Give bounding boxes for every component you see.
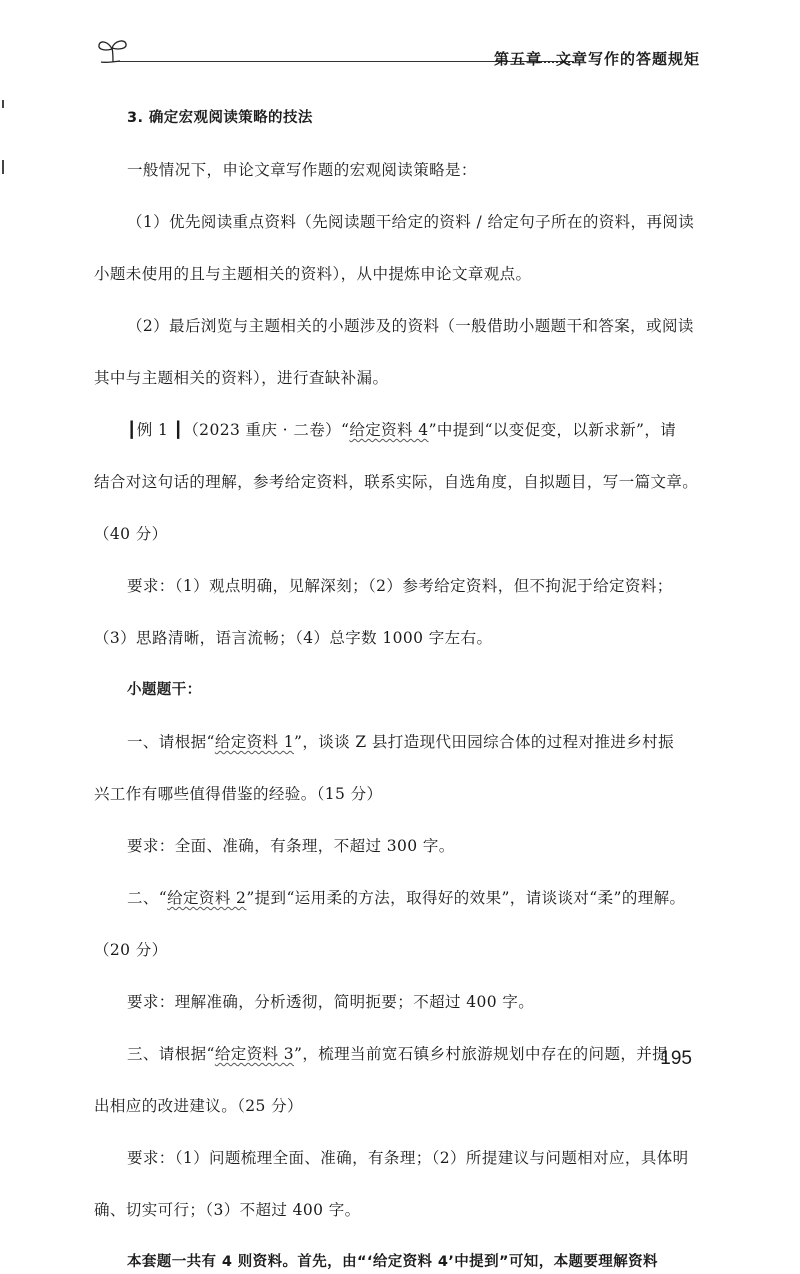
paragraph-line: 兴工作有哪些值得借鉴的经验。（15 分）	[94, 785, 383, 803]
sub-question-line	[94, 886, 702, 910]
score-line: （20 分）	[94, 941, 168, 959]
section-heading: 3. 确定宏观阅读策略的技法	[127, 110, 313, 126]
paragraph-line: （1）优先阅读重点资料（先阅读题干给定的资料 / 给定句子所在的资料，再阅读	[127, 213, 695, 231]
chapter-number: 第五章	[493, 50, 542, 68]
example-label: ┃例 1 ┃（2023 重庆 · 二卷）“	[127, 421, 350, 439]
requirement-line: 要求：（1）观点明确，见解深刻；（2）参考给定资料，但不拘泥于给定资料；	[127, 577, 673, 595]
material-reference: 给定资料 1	[214, 733, 295, 751]
page-body	[94, 106, 702, 1274]
analysis-line: 本套题一共有 4 则资料。首先，由“‘给定资料 4’中提到”可知，本题要理解资料	[127, 1254, 658, 1270]
chapter-name: 文章写作的答题规矩	[555, 50, 700, 68]
score-line: （40 分）	[94, 525, 168, 543]
requirement-line: 确、切实可行；（3）不超过 400 字。	[94, 1201, 361, 1219]
requirement-line: （3）思路清晰，语言流畅；（4）总字数 1000 字左右。	[94, 629, 493, 647]
material-reference: 给定资料 4	[349, 421, 429, 439]
scan-edge-mark	[2, 100, 4, 108]
sub-question-line	[94, 730, 702, 754]
scan-edge-mark	[2, 160, 4, 174]
paragraph-line: 其中与主题相关的资料），进行查缺补漏。	[94, 369, 389, 387]
chapter-title	[494, 48, 700, 69]
text-span: ”，梳理当前宽石镇乡村旅游规划中存在的问题，并提	[294, 1045, 669, 1063]
sub-question-heading: 小题题干：	[127, 682, 202, 698]
requirement-line: 要求：全面、准确，有条理，不超过 300 字。	[127, 837, 455, 855]
page-number: 195	[660, 1048, 692, 1069]
requirement-line: 要求：（1）问题梳理全面、准确，有条理；（2）所提建议与问题相对应，具体明	[127, 1149, 689, 1167]
text-span: 二、“	[127, 889, 168, 907]
paragraph-line: （2）最后浏览与主题相关的小题涉及的资料（一般借助小题题干和答案，或阅读	[127, 317, 694, 335]
sub-question-line	[94, 1042, 702, 1066]
requirement-line: 要求：理解准确，分析透彻，简明扼要；不超过 400 字。	[127, 993, 535, 1011]
paragraph-line: 出相应的改进建议。（25 分）	[94, 1097, 303, 1115]
paragraph-line: 一般情况下，申论文章写作题的宏观阅读策略是：	[127, 161, 477, 179]
material-reference: 给定资料 3	[214, 1045, 295, 1063]
paragraph-line: 结合对这句话的理解，参考给定资料，联系实际，自选角度，自拟题目，写一篇文章。	[94, 473, 699, 491]
example-question-line	[94, 418, 702, 442]
running-header	[96, 36, 700, 72]
text-span: ”提到“运用柔的方法，取得好的效果”，请谈谈对“柔”的理解。	[246, 889, 686, 907]
paragraph-line: 小题未使用的且与主题相关的资料），从中提炼申论文章观点。	[94, 265, 532, 283]
text-span: 一、请根据“	[127, 733, 215, 751]
material-reference: 给定资料 2	[167, 889, 247, 907]
text-span: 三、请根据“	[127, 1045, 215, 1063]
text-span: ”，谈谈 Z 县打造现代田园综合体的过程对推进乡村振	[294, 733, 674, 751]
text-span: ”中提到“以变促变，以新求新”，请	[428, 421, 677, 439]
